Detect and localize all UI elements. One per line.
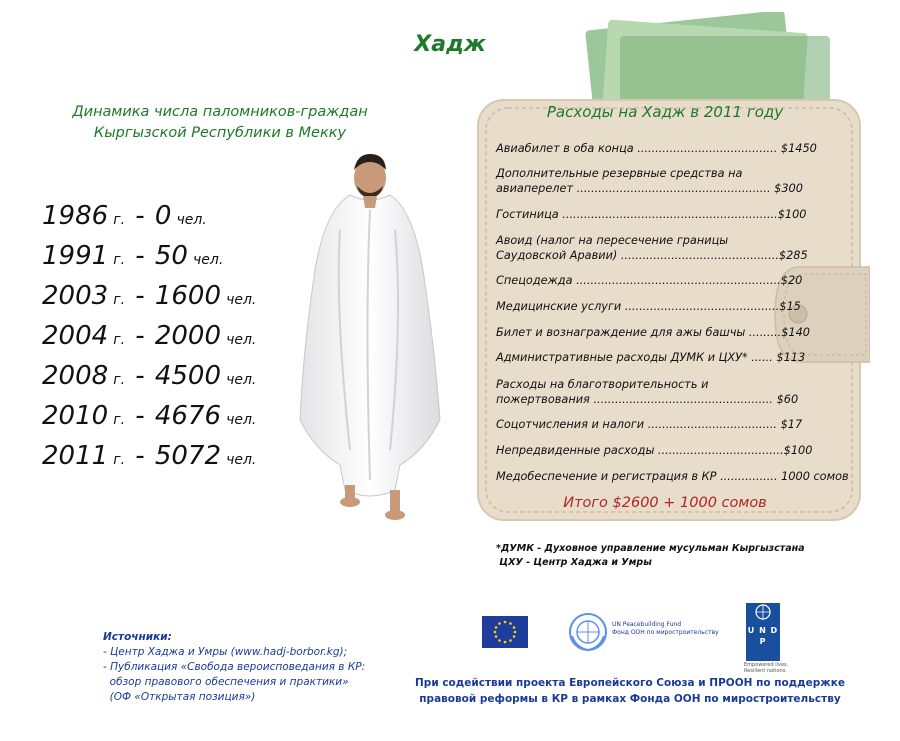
sources <box>103 630 365 705</box>
pilgrims-row: 2004 г. - 2000 чел. <box>42 321 257 351</box>
expense-item: Авоид (налог на пересечение границы Саудовской Аравии) ............................................$285 <box>496 234 808 262</box>
pilgrims-row: 2003 г. - 1600 чел. <box>42 281 257 311</box>
expense-item: Медицинские услуги ...........................................$15 <box>496 300 801 313</box>
dynamics-heading-line1: Динамика числа паломников-граждан <box>72 104 368 120</box>
eu-flag-logo <box>482 616 528 648</box>
pilgrims-row: 2008 г. - 4500 чел. <box>42 361 257 391</box>
expense-item: Билет и вознаграждение для ажы башчы .........$140 <box>496 326 810 339</box>
undp-emblem-icon <box>746 603 780 621</box>
sources-label: Источники: <box>103 631 172 643</box>
support-statement: При содействии проекта Европейского Союза и ПРООН по поддержке правовой реформы в КР в рамках Фонда ООН по миростроительству <box>415 677 845 705</box>
page-title: Хадж <box>414 32 486 57</box>
expenses-heading: Расходы на Хадж в 2011 году <box>546 103 784 121</box>
expense-item: Авиабилет в оба конца ....................................... $1450 <box>496 142 817 155</box>
expense-item: Дополнительные резервные средства на авиаперелет ...................................................... $300 <box>496 167 803 195</box>
undp-tagline-line1: Empowered lives. <box>744 662 789 668</box>
footnote: *ДУМК - Духовное управление мусульман Кыргызстана ЦХУ - Центр Хаджа и Умры <box>496 543 805 568</box>
sources-text: - Центр Хаджа и Умры (www.hadj-borbor.kg); - Публикация «Свобода вероисповедания в КР: обзор правового обеспечения и практики» (ОФ «Открытая позиция») <box>103 646 366 703</box>
expense-item: Административные расходы ДУМК и ЦХУ* ...... $113 <box>496 351 806 364</box>
pilgrims-row: 1991 г. - 50 чел. <box>42 241 224 271</box>
dynamics-heading-line2: Кыргызской Республики в Мекку <box>93 125 347 141</box>
expense-item: Непредвиденные расходы ...................................$100 <box>496 444 813 457</box>
expense-item: Медобеспечение и регистрация в КР ................ 1000 сомов <box>496 470 849 483</box>
expense-item: Гостиница ............................................................$100 <box>496 208 807 221</box>
undp-tagline-line2: Resilient nations. <box>744 668 787 674</box>
dynamics-heading <box>40 102 400 144</box>
un-emblem-logo <box>568 612 608 652</box>
pilgrim-illustration <box>295 150 445 530</box>
unpbf-line2: Фонд ООН по миростроительству <box>612 629 719 636</box>
unpbf-caption <box>612 621 719 637</box>
unpbf-line1: UN Peacebuilding Fund <box>612 621 682 628</box>
pilgrims-row: 1986 г. - 0 чел. <box>42 201 207 231</box>
expense-item: Расходы на благотворительность и пожертвования .................................................. $60 <box>496 378 799 406</box>
pilgrims-row: 2011 г. - 5072 чел. <box>42 441 257 471</box>
undp-logo <box>746 603 780 661</box>
expense-item: Спецодежда .........................................................$20 <box>496 274 803 287</box>
undp-letters: U N D P <box>747 626 779 646</box>
expense-item: Соцотчисления и налоги .................................... $17 <box>496 418 803 431</box>
undp-tagline <box>744 662 788 674</box>
expenses-total: Итого $2600 + 1000 сомов <box>563 495 767 511</box>
pilgrims-row: 2010 г. - 4676 чел. <box>42 401 257 431</box>
